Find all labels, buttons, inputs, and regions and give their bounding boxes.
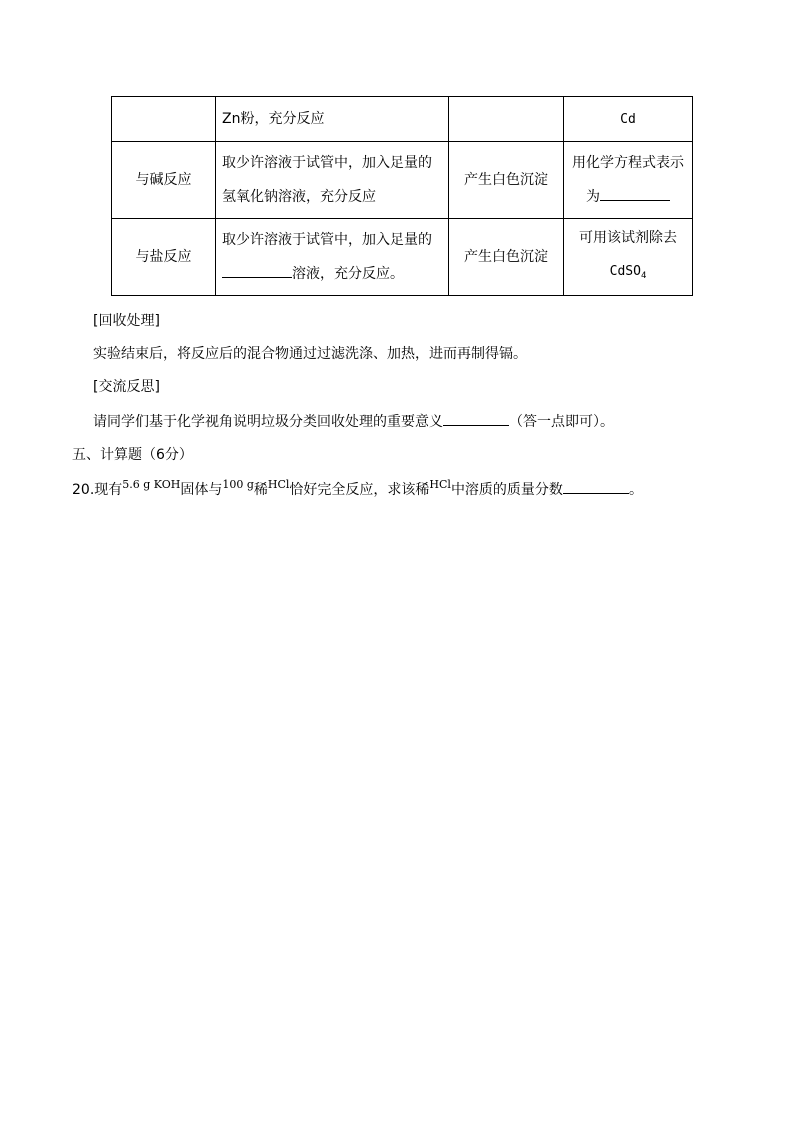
cell-reaction-type: 与碱反应 <box>112 142 216 219</box>
recycle-heading: [回收处理] <box>93 313 160 329</box>
reflection-note: （答一点即可）。 <box>509 414 614 430</box>
table-row <box>112 219 693 296</box>
conclusion-formula <box>564 255 692 293</box>
question-number: 20. <box>72 482 95 498</box>
conclusion-text: Cd <box>620 111 636 127</box>
cell-reaction-type: 与盐反应 <box>112 219 216 296</box>
answer-blank-mass-fraction[interactable] <box>563 479 629 494</box>
formula-hcl: HCl <box>267 478 290 491</box>
cell-conclusion <box>564 97 693 142</box>
procedure-line-2 <box>222 257 448 291</box>
cell-procedure <box>216 142 449 219</box>
table-row <box>112 142 693 219</box>
cell-phenomenon: 产生白色沉淀 <box>449 219 564 296</box>
question-text: 中溶质的质量分数 <box>450 482 563 498</box>
cell-reaction-type <box>112 97 216 142</box>
conclusion-prefix: 为 <box>586 189 600 205</box>
cell-procedure <box>216 219 449 296</box>
reflection-heading: [交流反思] <box>93 379 160 395</box>
table-row <box>112 97 693 142</box>
answer-blank-equation[interactable] <box>600 186 670 201</box>
experiment-table <box>111 96 693 296</box>
question-text: 稀 <box>253 482 268 498</box>
answer-blank-reagent[interactable] <box>222 263 292 278</box>
procedure-line-2: 氢氧化钠溶液，充分反应 <box>222 189 376 205</box>
formula-koh-mass: 5.6 g KOH <box>122 478 181 491</box>
reflection-prompt: 请同学们基于化学视角说明垃圾分类回收处理的重要意义 <box>93 414 443 430</box>
question-text: 恰好完全反应，求该稀 <box>289 482 430 498</box>
procedure-text: Zn粉，充分反应 <box>222 111 325 127</box>
question-text: 。 <box>628 482 643 498</box>
procedure-line-1: 取少许溶液于试管中，加入足量的 <box>222 155 432 171</box>
cell-procedure <box>216 97 449 142</box>
formula-main: CdSO <box>609 264 641 279</box>
cell-conclusion <box>564 142 693 219</box>
cell-phenomenon: 产生白色沉淀 <box>449 142 564 219</box>
cell-phenomenon <box>449 97 564 142</box>
recycle-text: 实验结束后，将反应后的混合物通过过滤洗涤、加热，进而再制得镉。 <box>93 346 527 362</box>
formula-acid-mass: 100 g <box>222 478 254 491</box>
question-20 <box>72 479 643 501</box>
cell-conclusion <box>564 219 693 296</box>
formula-hcl: HCl <box>429 478 451 491</box>
conclusion-line-2 <box>564 180 692 214</box>
conclusion-line-1: 用化学方程式表示 <box>572 155 684 171</box>
formula-subscript: 4 <box>640 271 647 281</box>
conclusion-line-1: 可用该试剂除去 <box>579 230 677 246</box>
section-heading: 五、计算题（6分） <box>72 447 193 463</box>
answer-blank-significance[interactable] <box>443 411 509 426</box>
question-text: 现有 <box>94 482 123 498</box>
procedure-suffix: 溶液，充分反应。 <box>292 266 404 282</box>
question-text: 固体与 <box>180 482 223 498</box>
procedure-line-1: 取少许溶液于试管中，加入足量的 <box>222 232 432 248</box>
reflection-text <box>93 411 614 432</box>
